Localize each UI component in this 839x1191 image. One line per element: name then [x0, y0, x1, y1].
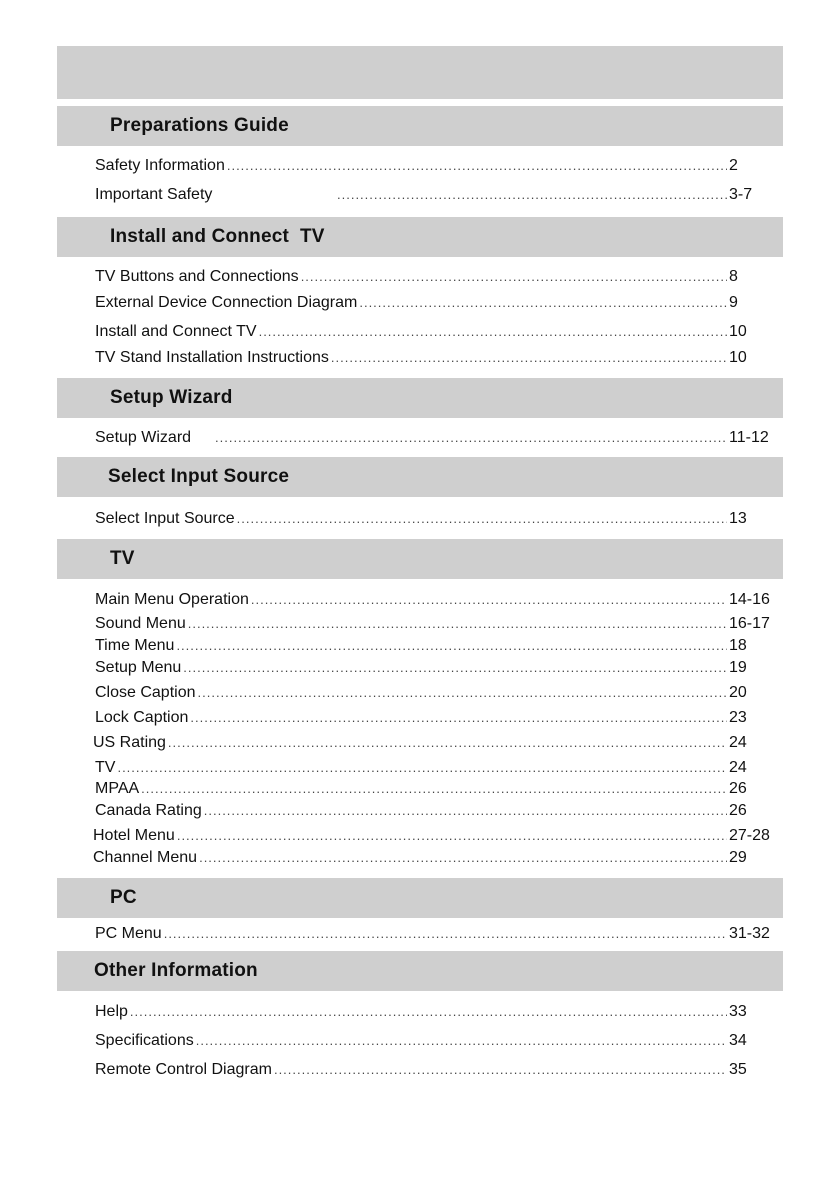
section-title: Select Input Source: [108, 466, 290, 487]
section-title: Setup Wizard: [110, 387, 233, 408]
toc-entry-us-rating[interactable]: [93, 733, 775, 753]
section-title: TV: [110, 548, 135, 569]
toc-entry-remote-control[interactable]: [95, 1060, 775, 1080]
dot-leader: [259, 322, 727, 342]
toc-entry-page: 13: [729, 510, 747, 527]
toc-entry-sound-menu[interactable]: [95, 614, 775, 634]
toc-entry-label: Sound Menu: [95, 615, 186, 632]
toc-entry-label: Hotel Menu: [93, 827, 175, 844]
toc-entry-select-input[interactable]: [95, 509, 775, 529]
toc-entry-page: 19: [729, 659, 747, 676]
toc-entry-hotel-menu[interactable]: [93, 826, 775, 846]
toc-entry-label: Select Input Source: [95, 510, 235, 527]
toc-entry-install-connect-tv[interactable]: [95, 322, 775, 342]
toc-entry-label: Canada Rating: [95, 802, 202, 819]
dot-leader: [301, 267, 727, 287]
toc-entry-safety-information[interactable]: [95, 156, 775, 176]
dot-leader: [227, 156, 727, 176]
toc-entry-page: 9: [729, 294, 738, 311]
toc-entry-page: 18: [729, 637, 747, 654]
section-header-select-input: [57, 457, 783, 497]
toc-entry-tv[interactable]: [95, 758, 775, 778]
dot-leader: [331, 348, 727, 368]
section-title: Install and Connect TV: [110, 226, 325, 247]
toc-entry-page: 26: [729, 802, 747, 819]
dot-leader: [274, 1060, 727, 1080]
toc-entry-page: 10: [729, 349, 747, 366]
dot-leader: [251, 590, 727, 610]
toc-entry-page: 11-12: [729, 429, 769, 446]
dot-leader: [190, 708, 727, 728]
toc-entry-page: 27-28: [729, 827, 770, 844]
dot-leader: [237, 509, 727, 529]
toc-entry-label: PC Menu: [95, 925, 162, 942]
toc-entry-label: Close Caption: [95, 684, 196, 701]
toc-entry-page: 3-7: [729, 186, 753, 203]
dot-leader: [199, 848, 727, 868]
toc-entry-page: 20: [729, 684, 747, 701]
toc-entry-specifications[interactable]: [95, 1031, 775, 1051]
dot-leader: [359, 293, 727, 313]
toc-entry-tv-stand[interactable]: [95, 348, 775, 368]
toc-entry-page: 35: [729, 1061, 747, 1078]
toc-entry-time-menu[interactable]: [95, 636, 775, 656]
toc-entry-page: 26: [729, 780, 747, 797]
header-bar: [57, 46, 783, 99]
toc-entry-label: US Rating: [93, 734, 166, 751]
dot-leader: [141, 779, 727, 799]
toc-entry-page: 24: [729, 759, 747, 776]
dot-leader: [177, 826, 727, 846]
toc-entry-tv-buttons[interactable]: [95, 267, 775, 287]
dot-leader: [168, 733, 727, 753]
section-header-setup-wizard: [57, 378, 783, 418]
toc-entry-setup-wizard[interactable]: [95, 428, 775, 448]
toc-entry-page: 10: [729, 323, 747, 340]
toc-entry-page: 33: [729, 1003, 747, 1020]
toc-entry-label: Time Menu: [95, 637, 175, 654]
toc-entry-page: 34: [729, 1032, 747, 1049]
toc-entry-pc-menu[interactable]: [95, 924, 775, 944]
toc-entry-label: TV Buttons and Connections: [95, 268, 299, 285]
toc-entry-label: Install and Connect TV: [95, 323, 257, 340]
section-title: PC: [110, 887, 137, 908]
toc-entry-page: 2: [729, 157, 738, 174]
toc-entry-label: Remote Control Diagram: [95, 1061, 272, 1078]
toc-entry-label: Main Menu Operation: [95, 591, 249, 608]
toc-entry-label: TV: [95, 759, 116, 776]
section-title: Preparations Guide: [110, 115, 289, 136]
toc-entry-setup-menu[interactable]: [95, 658, 775, 678]
toc-entry-label: Setup Menu: [95, 659, 182, 676]
dot-leader: [188, 614, 727, 634]
toc-entry-label: Help: [95, 1003, 128, 1020]
dot-leader: [176, 636, 727, 656]
toc-entry-label: MPAA: [95, 780, 140, 797]
toc-entry-page: 23: [729, 709, 747, 726]
section-header-preparations: [57, 106, 783, 146]
section-header-pc: [57, 878, 783, 918]
toc-entry-label: Lock Caption: [95, 709, 189, 726]
toc-entry-help[interactable]: [95, 1002, 775, 1022]
toc-entry-label: External Device Connection Diagram: [95, 294, 358, 311]
toc-entry-label: Channel Menu: [93, 849, 198, 866]
toc-entry-label: Important Safety: [95, 186, 213, 203]
dot-leader: [196, 1031, 727, 1051]
toc-entry-main-menu[interactable]: [95, 590, 775, 610]
toc-entry-page: 24: [729, 734, 747, 751]
toc-entry-page: 31-32: [729, 925, 770, 942]
toc-entry-page: 16-17: [729, 615, 770, 632]
section-header-tv: [57, 539, 783, 579]
dot-leader: [183, 658, 727, 678]
toc-entry-label: Specifications: [95, 1032, 194, 1049]
dot-leader: [164, 924, 727, 944]
toc-entry-channel-menu[interactable]: [93, 848, 775, 868]
toc-entry-page: 8: [729, 268, 738, 285]
toc-entry-lock-caption[interactable]: [95, 708, 775, 728]
dot-leader: [337, 185, 727, 205]
toc-entry-canada-rating[interactable]: [95, 801, 775, 821]
toc-entry-page: 14-16: [729, 591, 770, 608]
dot-leader: [215, 428, 727, 448]
section-header-other-information: [57, 951, 783, 991]
dot-leader: [198, 683, 728, 703]
toc-entry-close-caption[interactable]: [95, 683, 775, 703]
dot-leader: [117, 758, 727, 778]
dot-leader: [130, 1002, 727, 1022]
toc-entry-label: TV Stand Installation Instructions: [95, 349, 329, 366]
section-title: Other Information: [94, 960, 258, 981]
toc-entry-label: Setup Wizard: [95, 429, 192, 446]
toc-entry-important-safety[interactable]: [95, 185, 775, 205]
dot-leader: [204, 801, 727, 821]
toc-entry-label: Safety Information: [95, 157, 225, 174]
toc-entry-mpaa[interactable]: [95, 779, 775, 799]
section-header-install-connect: [57, 217, 783, 257]
toc-entry-page: 29: [729, 849, 747, 866]
toc-entry-external-device[interactable]: [95, 293, 775, 313]
